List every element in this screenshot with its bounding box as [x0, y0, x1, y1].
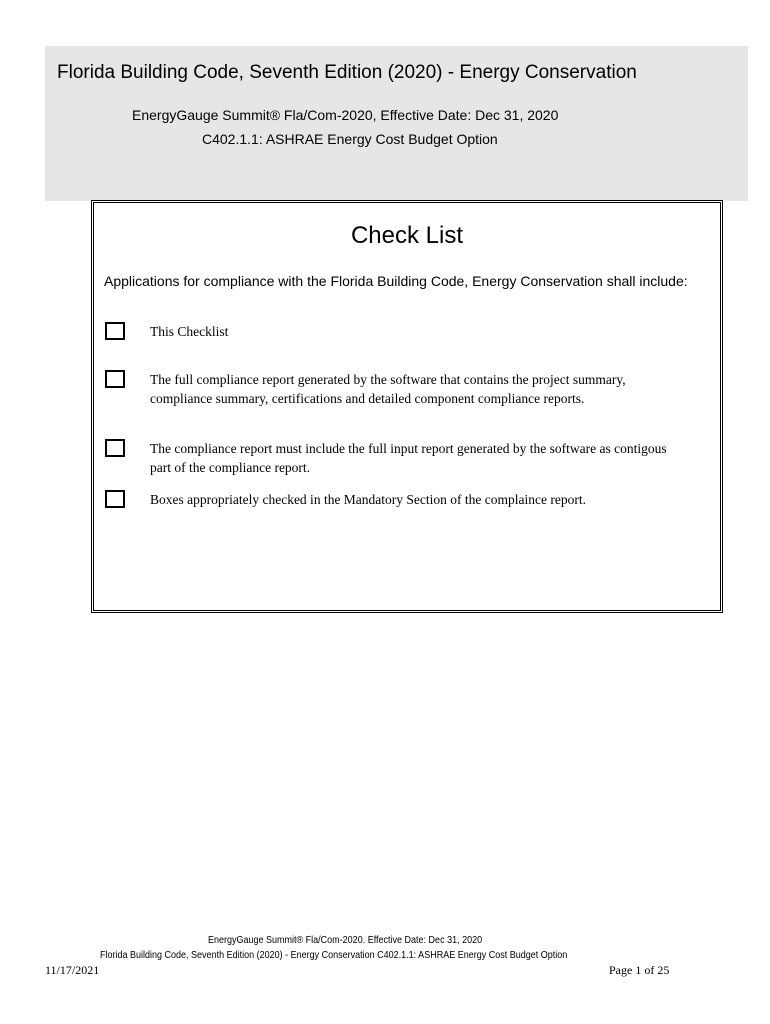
checklist-item-text: The compliance report must include the full input report generated by the software as contigous part of the compliance report. [150, 441, 667, 475]
footer-software-line: EnergyGauge Summit® Fla/Com-2020. Effective Date: Dec 31, 2020 [208, 935, 483, 946]
checklist-checkbox[interactable] [105, 322, 125, 340]
header-option-line: C402.1.1: ASHRAE Energy Cost Budget Option [202, 131, 498, 147]
checklist-checkbox[interactable] [105, 490, 125, 508]
checklist-item-text: The full compliance report generated by the software that contains the project summary, compliance summary, certifications and detailed component compliance reports. [150, 372, 626, 406]
footer-code-line: Florida Building Code, Seventh Edition (2020) - Energy Conservation C402.1.1: ASHRAE Energy Cost Budget Option [100, 950, 568, 961]
footer-date: 11/17/2021 [45, 963, 100, 977]
checklist-checkbox[interactable] [105, 439, 125, 457]
checklist-item-text: This Checklist [150, 324, 229, 339]
report-header [45, 46, 748, 201]
checklist-panel [91, 200, 723, 613]
header-title: Florida Building Code, Seventh Edition (2020) - Energy Conservation [57, 62, 637, 83]
checklist-intro: Applications for compliance with the Florida Building Code, Energy Conservation shall include: [104, 273, 688, 289]
header-software-line: EnergyGauge Summit® Fla/Com-2020, Effective Date: Dec 31, 2020 [132, 107, 559, 123]
checklist-title: Check List [350, 222, 464, 249]
checklist-item-text: Boxes appropriately checked in the Mandatory Section of the complaince report. [150, 492, 586, 507]
checklist-checkbox[interactable] [105, 370, 125, 388]
footer-page-number: Page 1 of 25 [609, 963, 670, 977]
